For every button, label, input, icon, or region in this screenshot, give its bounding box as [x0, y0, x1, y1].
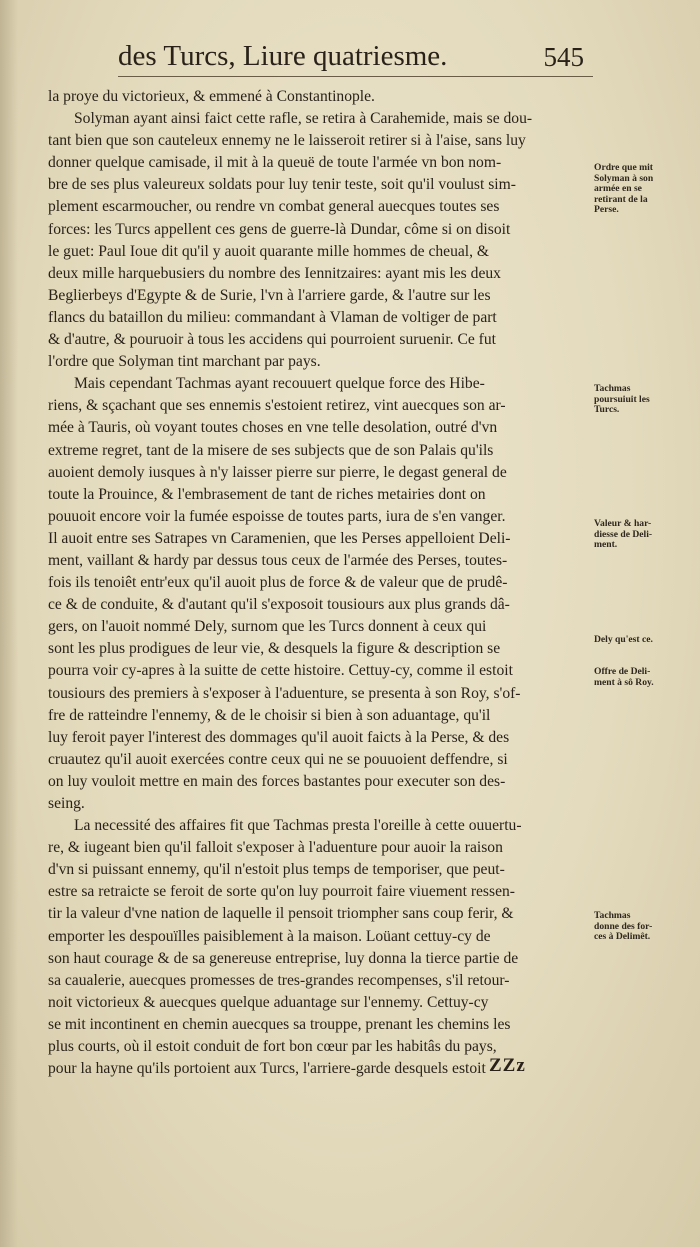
text-line: luy feroit payer l'interest des dommages qu'il auoit faicts à la Perse, & des [48, 728, 510, 746]
text-line: pour la hayne qu'ils portoient aux Turcs, l'arriere-garde desquels estoit [48, 1060, 486, 1078]
text-line: auoient demoly iusques à n'y laisser pierre sur pierre, le degast general de [48, 463, 507, 481]
text-line: l'ordre que Solyman tint marchant par pays. [48, 353, 321, 371]
text-line: cruautez qu'il auoit exercées contre ceux qui ne se pouuoient deffendre, si [48, 750, 508, 768]
margin-note-tachmas-pursues: Tachmas poursuiuit les Turcs. [594, 383, 650, 415]
page-number: 545 [543, 42, 584, 72]
text-line: estre sa retraicte se feroit de sorte qu'on luy pourroit faire viuement ressen- [48, 883, 515, 901]
text-line: flancs du bataillon du milieu: commandant à Vlaman de voltiger de part [48, 308, 497, 326]
running-title: des Turcs, Liure quatriesme. [118, 40, 448, 72]
text-line: d'vn si puissant ennemy, qu'il n'estoit plus temps de temporiser, que peut- [48, 861, 505, 879]
margin-note-solyman-order: Ordre que mit Solyman à son armée en se retirant de la Perse. [594, 162, 654, 215]
text-line: re, & iugeant bien qu'il falloit s'exposer à l'aduenture pour auoir la raison [48, 839, 503, 857]
text-line: on luy vouloit mettre en main des forces bastantes pour executer son des- [48, 772, 506, 790]
text-line: seing. [48, 795, 85, 812]
text-line: deux mille harquebusiers du nombre des Iennitzaires: ayant mis les deux [48, 264, 501, 282]
text-line: tant bien que son cauteleux ennemy ne le laisseroit retirer si à l'aise, sans luy [48, 132, 526, 150]
margin-note-dely: Dely qu'est ce. [594, 634, 653, 645]
text-line: toute la Prouince, & l'embrasement de tant de riches metairies dont on [48, 485, 486, 503]
text-line: fre de ratteindre l'ennemy, & de le choisir si bien à son aduantage, qu'il [48, 706, 491, 724]
text-line: emporter les despouïlles paisiblement à la maison. Loüant cettuy-cy de [48, 927, 491, 945]
page-header [118, 40, 598, 80]
text-line: tousiours des premiers à s'exposer à l'aduenture, se presenta à son Roy, s'of- [48, 684, 521, 702]
text-line: gers, on l'auoit nommé Dely, surnom que les Turcs donnent à ceux qui [48, 618, 487, 636]
text-line: donner quelque camisade, il mit à la queuë de toute l'armée vn bon nom- [48, 154, 502, 172]
text-line: plement escarmoucher, ou rendre vn combat general auecques toutes ses [48, 198, 500, 216]
text-line: sa caualerie, auecques promesses de tres-grandes recompenses, s'il retour- [48, 971, 510, 989]
text-line: pourra voir cy-apres à la suitte de cette histoire. Cettuy-cy, comme il estoit [48, 662, 513, 680]
text-line: extreme regret, tant de la misere de ses subjects que de son Palais qu'ils [48, 441, 494, 459]
text-line: fois ils tenoiêt entr'eux qu'il auoit plus de force & de valeur que de prudê- [48, 574, 508, 592]
text-line: Solyman ayant ainsi faict cette rafle, se retira à Carahemide, mais se dou- [74, 110, 533, 128]
text-line: Beglierbeys d'Egypte & de Surie, l'vn à l'arriere garde, & l'autre sur les [48, 286, 491, 304]
text-line: & d'autre, & pouruoir à tous les accidens qui pourroient suruenir. Ce fut [48, 331, 496, 349]
signature-mark: ZZz [489, 1055, 526, 1076]
text-line: bre de ses plus valeureux soldats pour luy tenir teste, soit qu'il voulust sim- [48, 176, 516, 194]
header-rule [118, 76, 593, 77]
text-line: Mais cependant Tachmas ayant recouuert quelque force des Hibe- [74, 375, 485, 393]
text-line: noit victorieux & auecques quelque aduantage sur l'ennemy. Cettuy-cy [48, 993, 489, 1011]
text-line: Il auoit entre ses Satrapes vn Caramenien, que les Perses appelloient Deli- [48, 529, 511, 547]
page-gutter-shadow [0, 0, 18, 1247]
text-line: plus courts, où il estoit conduit de fort bon cœur par les habitâs du pays, [48, 1038, 497, 1056]
text-line: sont les plus prodigues de leur vie, & desquels la figure & description se [48, 640, 501, 658]
margin-note-delimant-offer: Offre de Deli- ment à sô Roy. [594, 666, 654, 688]
text-line: pouuoit encore voir la fumée espoisse de toutes parts, iura de s'en vanger. [48, 507, 506, 525]
margin-note-tachmas-gives-forces: Tachmas donne des for- ces à Delimêt. [594, 910, 653, 942]
text-line: le guet: Paul Ioue dit qu'il y auoit quarante mille hommes de cheual, & [48, 242, 490, 260]
text-line: riens, & sçachant que ses ennemis s'estoient retirez, vint auecques son ar- [48, 397, 506, 415]
body-text [48, 86, 590, 1080]
text-line: se mit incontinent en chemin auecques sa trouppe, prenant les chemins les [48, 1015, 511, 1033]
text-line: tir la valeur d'vne nation de laquelle il pensoit triompher sans coup ferir, & [48, 905, 514, 923]
text-line: La necessité des affaires fit que Tachmas presta l'oreille à cette ouuertu- [74, 817, 522, 835]
text-line: son haut courage & de sa genereuse entreprise, luy donna la tierce partie de [48, 949, 519, 967]
text-line: forces: les Turcs appellent ces gens de guerre-là Dundar, côme si on disoit [48, 220, 511, 238]
margin-note-delimant-valor: Valeur & har- diesse de Deli- ment. [594, 518, 653, 550]
text-line: ment, vaillant & hardy par dessus tous ceux de l'armée des Perses, toutes- [48, 551, 508, 569]
text-line: ce & de conduite, & d'autant qu'il s'exposoit tousiours aux plus grands dâ- [48, 596, 510, 614]
text-line: la proye du victorieux, & emmené à Constantinople. [48, 88, 375, 105]
text-line: mée à Tauris, où voyant toutes choses en vne telle desolation, outré d'vn [48, 419, 498, 437]
